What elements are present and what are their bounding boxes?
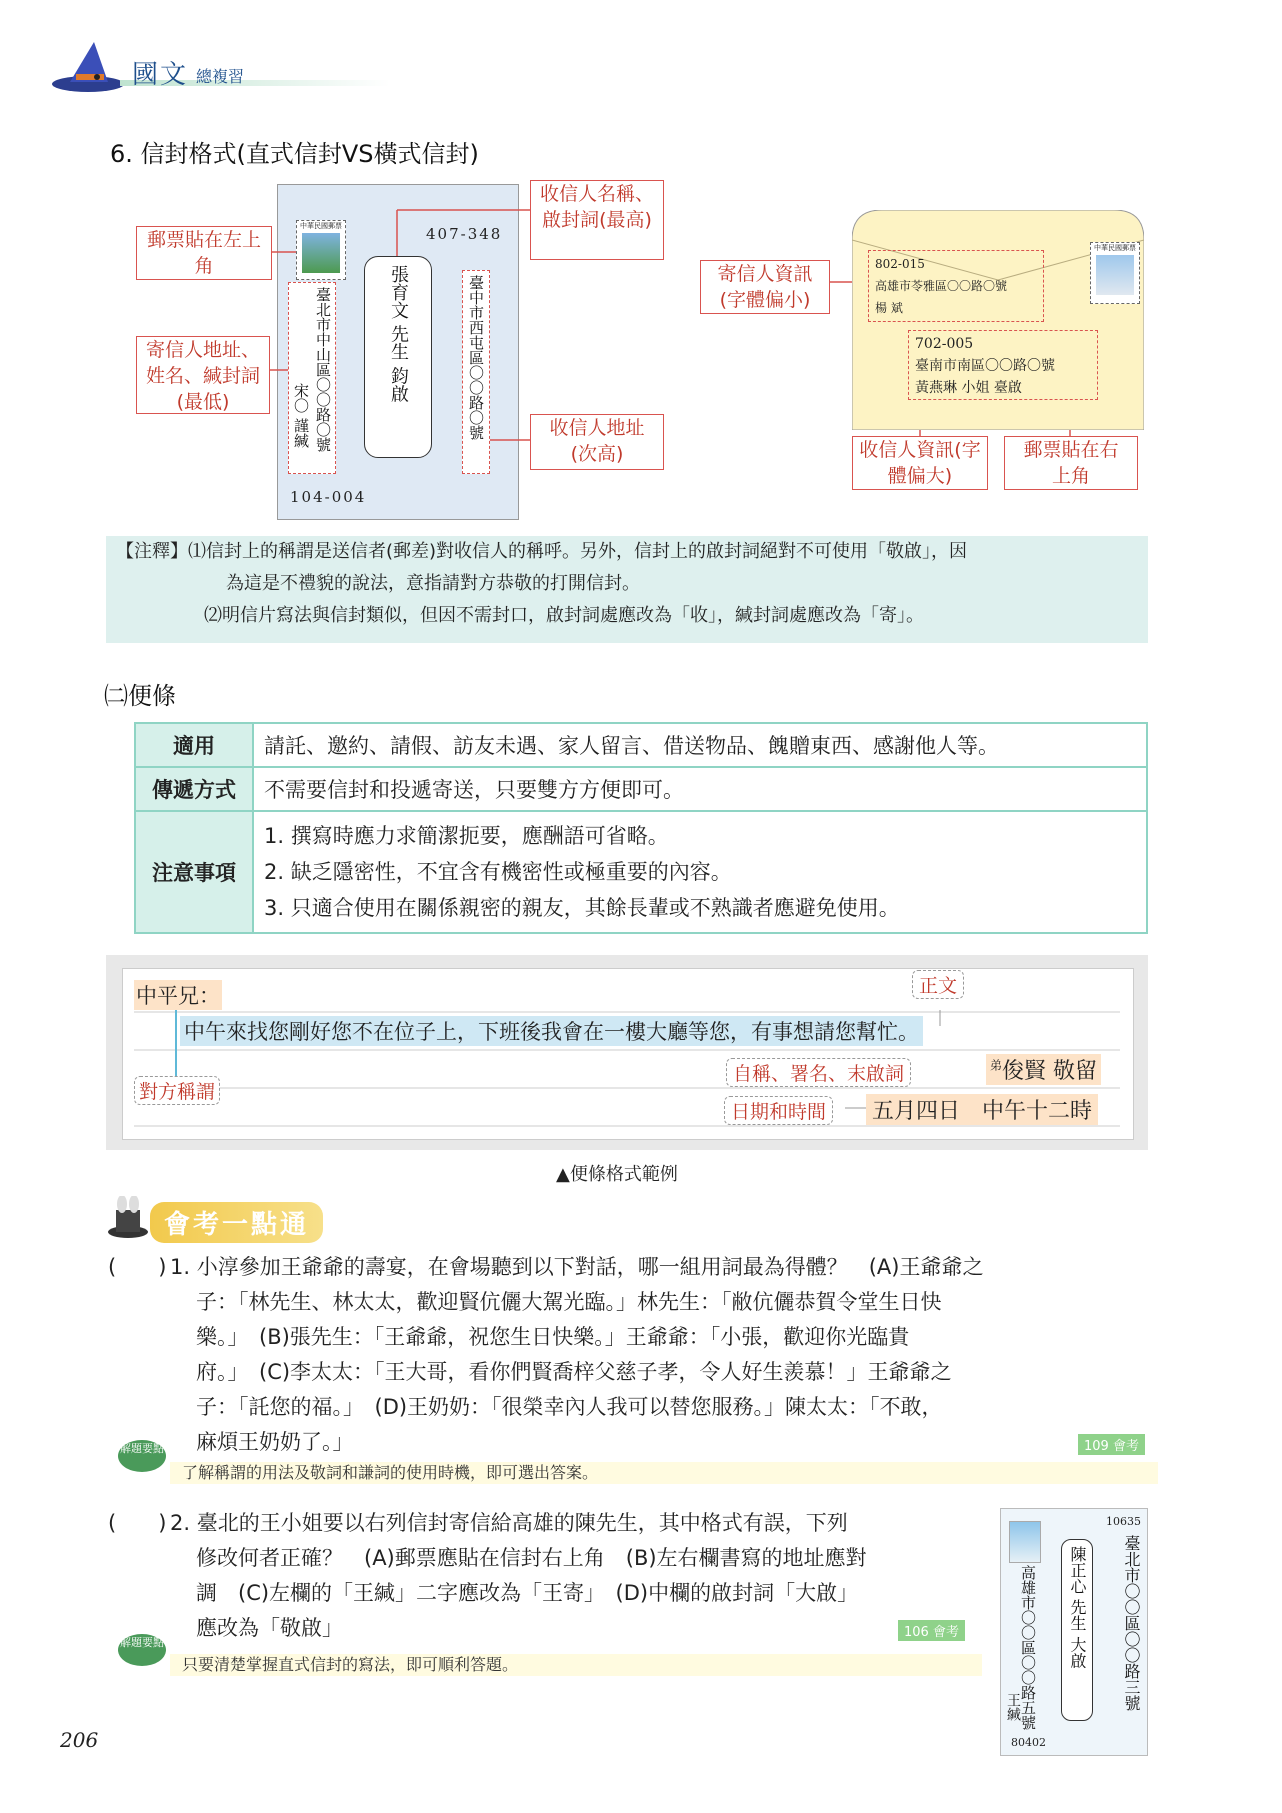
q2-center-box: [1061, 1539, 1093, 1721]
vertical-recipient-address: 臺中市西屯區〇〇路〇號: [467, 275, 485, 440]
exam-banner-icon: [106, 1196, 150, 1240]
vertical-bottom-zip: 104-004: [290, 488, 367, 506]
sender-info-label: 寄信人資訊(字體偏小): [700, 260, 830, 314]
exam-banner: 會考一點通: [150, 1202, 323, 1243]
memo-address-label: 對方稱謂: [134, 1076, 220, 1105]
recipient-info-label: 收信人資訊(字體偏大): [852, 436, 988, 490]
horizontal-sender-address: 高雄市苓雅區〇〇路〇號: [875, 279, 1008, 293]
q1-tip-icon: 解題要點: [118, 1440, 166, 1472]
stamp-position-label: 郵票貼在左上角: [136, 226, 272, 280]
q2-left-sender: 王緘: [1005, 1693, 1021, 1721]
table-key: 傳遞方式: [135, 767, 253, 811]
q2-line: 調 (C)左欄的「王緘」二字應改為「王寄」 (D)中欄的啟封詞「大啟」: [196, 1581, 859, 1605]
q1-line: 子：「託您的福。」 (D)王奶奶：「很榮幸內人我可以替您服務。」陳太太：「不敢，: [196, 1395, 943, 1419]
table-value: 不需要信封和投遞寄送，只要雙方方便即可。: [253, 767, 1147, 811]
horizontal-recipient-address: 臺南市南區〇〇路〇號: [915, 358, 1055, 374]
q2-tip: 只要清楚掌握直式信封的寫法，即可順利答題。: [170, 1654, 982, 1676]
memo-sign-label: 自稱、署名、末啟詞: [726, 1058, 911, 1087]
memo-date-label: 日期和時間: [724, 1096, 833, 1125]
header-subtitle: 總複習: [196, 67, 245, 86]
memo-date: 五月四日 中午十二時: [866, 1094, 1098, 1125]
page-number: 206: [60, 1728, 99, 1752]
vertical-sender-address: 臺北市中山區〇〇路〇號: [314, 287, 332, 452]
q1-text: [170, 1250, 1160, 1460]
horizontal-stamp-text: 中華民國郵票: [1094, 244, 1136, 252]
q2-zip-top: 10635: [1106, 1515, 1141, 1528]
q2-line: 2. 臺北的王小姐要以右列信封寄信給高雄的陳先生，其中格式有誤，下列: [170, 1511, 848, 1535]
list-item: 2. 缺乏隱密性，不宜含有機密性或極重要的內容。: [264, 860, 732, 884]
q2-line: 修改何者正確？ (A)郵票應貼在信封右上角 (B)左右欄書寫的地址應對: [196, 1546, 867, 1570]
notes-lead: 【注釋】: [116, 541, 188, 562]
horizontal-recipient-zip: 702-005: [915, 336, 974, 352]
memo-body: 中午來找您剛好您不在位子上，下班後我會在一樓大廳等您，有事想請您幫忙。: [180, 1016, 923, 1046]
notes-line-1-text: ⑴信封上的稱謂是送信者(郵差)對收信人的稱呼。另外，信封上的啟封詞絕對不可使用「敬啟」，因: [188, 541, 968, 562]
memo-body-label: 正文: [912, 970, 964, 999]
horizontal-recipient-name: 黃燕琳 小姐 臺啟: [915, 380, 1022, 396]
section-title: 6. 信封格式(直式信封VS橫式信封): [110, 140, 479, 168]
table-value: 請託、邀約、請假、訪友未遇、家人留言、借送物品、餽贈東西、感謝他人等。: [253, 723, 1147, 767]
memo-caption: ▲便條格式範例: [556, 1164, 678, 1185]
notes-line-3: ⑵明信片寫法與信封類似，但因不需封口，啟封詞處應改為「收」，緘封詞處應改為「寄」。: [204, 605, 924, 626]
recipient-name-label: 收信人名稱、啟封詞(最高): [530, 180, 664, 260]
list-item: 3. 只適合使用在關係親密的親友，其餘長輩或不熟識者應避免使用。: [264, 896, 900, 920]
q1-tip: 了解稱謂的用法及敬詞和謙詞的使用時機，即可選出答案。: [170, 1462, 1158, 1484]
horizontal-sender-zip: 802-015: [875, 257, 925, 271]
list-item: 1. 撰寫時應力求簡潔扼要，應酬語可省略。: [264, 824, 669, 848]
q1-exam-badge: 109 會考: [1078, 1434, 1145, 1455]
q1-line: 樂。」 (B)張先生：「王爺爺，祝您生日快樂。」王爺爺：「小張，歡迎你光臨貴: [196, 1325, 910, 1349]
memo-sign-prefix: 弟: [990, 1058, 1003, 1073]
horizontal-stamp-label: 郵票貼在右上角: [1004, 436, 1138, 490]
notes-line-2: 為這是不禮貌的說法，意指請對方恭敬的打開信封。: [226, 573, 640, 594]
q1-line: 府。」 (C)李太太：「王大哥，看你們賢喬梓父慈子孝，令人好生羨慕！」王爺爺之: [196, 1360, 952, 1384]
q2-left-address: 高雄市〇〇區〇〇路五號: [1019, 1565, 1037, 1730]
q2-text: [170, 1506, 970, 1646]
q1-line: 麻煩王奶奶了。」: [196, 1430, 354, 1454]
memo-signature: 俊賢 敬留: [1002, 1059, 1098, 1084]
vertical-sender-name: 宋〇 謹緘: [292, 383, 310, 448]
vertical-top-zip: 407-348: [426, 225, 503, 243]
vertical-recipient-name: 張育文 先生 鈞啟: [388, 265, 409, 403]
q2-right-address: 臺北市〇〇區〇〇路三號: [1122, 1535, 1141, 1711]
horizontal-sender-name: 楊 斌: [875, 301, 903, 315]
q2-answer-paren[interactable]: ( ): [108, 1511, 167, 1535]
table-key: 適用: [135, 723, 253, 767]
q2-exam-badge: 106 會考: [898, 1620, 965, 1641]
q2-zip-bottom: 80402: [1011, 1736, 1046, 1749]
q2-center-name: 陳正心 先生 大啟: [1068, 1546, 1087, 1669]
q2-envelope: [1000, 1508, 1148, 1756]
q1-answer-paren[interactable]: ( ): [108, 1255, 167, 1279]
recipient-address-label: 收信人地址(次高): [530, 414, 664, 470]
q1-line: 1. 小淳參加王爺爺的壽宴，在會場聽到以下對話，哪一組用詞最為得體？ (A)王爺爺之: [170, 1255, 984, 1279]
header-subject: 國文: [132, 60, 189, 90]
sender-position-label: 寄信人地址、姓名、緘封詞(最低): [136, 336, 270, 414]
q2-stamp: [1009, 1521, 1041, 1563]
table-key: 注意事項: [135, 811, 253, 933]
memo-section-title: ㈡便條: [104, 682, 176, 710]
memo-salutation: 中平兄：: [134, 980, 222, 1010]
memo-signature-area: [986, 1054, 1101, 1085]
q1-line: 子：「林先生、林太太，歡迎賢伉儷大駕光臨。」林先生：「敝伉儷恭賀令堂生日快: [196, 1290, 942, 1314]
q2-line: 應改為「敬啟」: [196, 1616, 343, 1640]
q2-tip-icon: 解題要點: [118, 1634, 166, 1666]
vertical-stamp-text: 中華民國郵票: [300, 222, 342, 230]
